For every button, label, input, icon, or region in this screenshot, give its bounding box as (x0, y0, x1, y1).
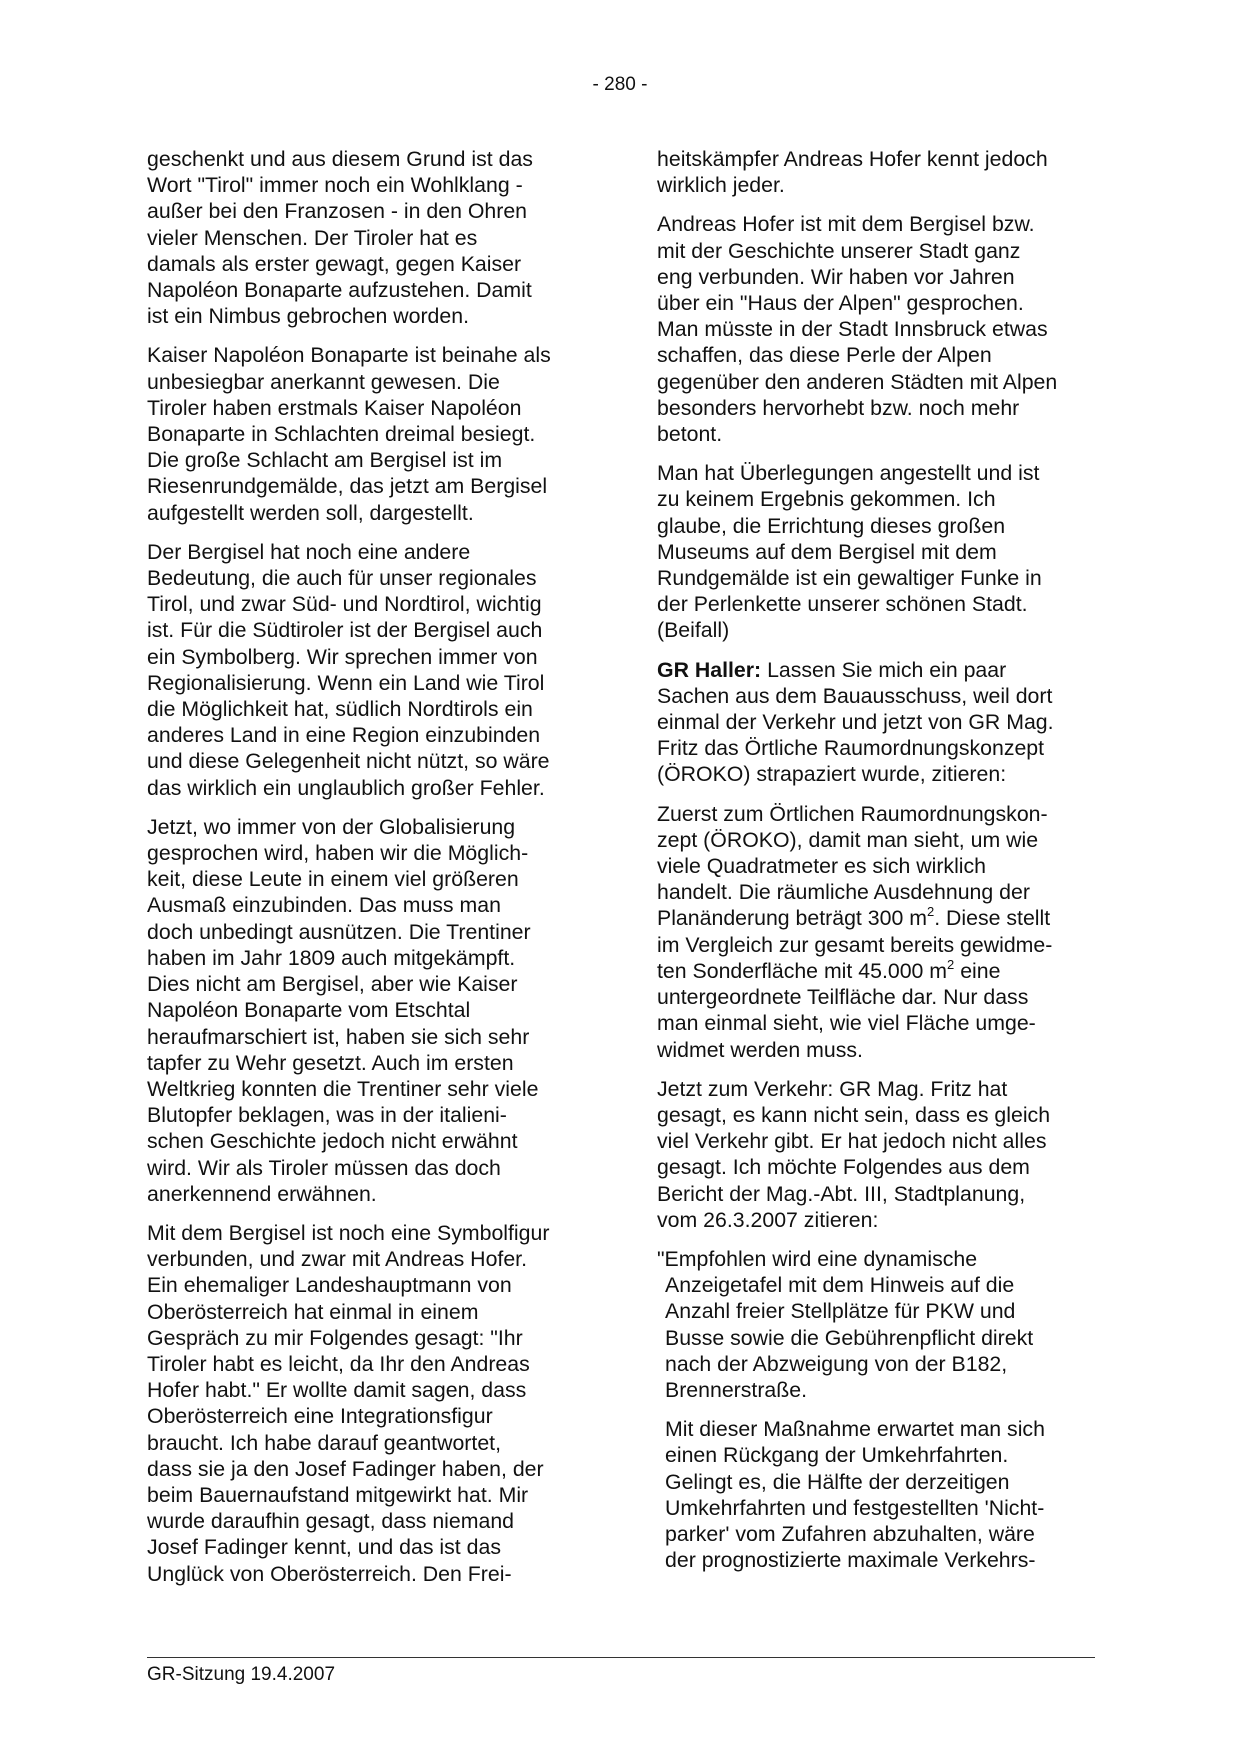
right-column (657, 146, 1105, 1586)
text-line: Blutopfer beklagen, was in der italieni- (147, 1103, 507, 1128)
text-line: schen Geschichte jedoch nicht erwähnt (147, 1129, 518, 1154)
text-line: beim Bauernaufstand mitgewirkt hat. Mir (147, 1482, 529, 1507)
text-line: schaffen, das diese Perle der Alpen (657, 343, 992, 368)
text-line: Kaiser Napoléon Bonaparte ist beinahe als (147, 343, 551, 368)
text-line: über ein "Haus der Alpen" gesprochen. (657, 291, 1024, 316)
text-line: Sachen aus dem Bauausschuss, weil dort (657, 683, 1053, 708)
footer-session-date: GR-Sitzung 19.4.2007 (147, 1664, 336, 1685)
text-line (657, 958, 1105, 984)
text-line: Napoléon Bonaparte aufzustehen. Damit (147, 278, 532, 303)
text-line: Tiroler habt es leicht, da Ihr den Andreas (147, 1351, 530, 1376)
text-line: Busse sowie die Gebührenpflicht direkt (665, 1325, 1034, 1350)
text-line: dass sie ja den Josef Fadinger haben, der (147, 1456, 544, 1481)
text-line: vieler Menschen. Der Tiroler hat es (147, 225, 478, 250)
text-line: einmal der Verkehr und jetzt von GR Mag. (657, 710, 1054, 735)
text-line: wird. Wir als Tiroler müssen das doch (147, 1155, 501, 1180)
text-line: Man müsste in der Stadt Innsbruck etwas (657, 317, 1048, 342)
text-line: untergeordnete Teilfläche dar. Nur dass (657, 985, 1029, 1010)
text-line (657, 657, 1105, 683)
text-line: zu keinem Ergebnis gekommen. Ich (657, 487, 996, 512)
text-line: geschenkt und aus diesem Grund ist das (147, 147, 533, 171)
text-line: glaube, die Errichtung dieses großen (657, 513, 1006, 538)
text-line: Jetzt zum Verkehr: GR Mag. Fritz hat (657, 1076, 1008, 1101)
text-line: anerkennend erwähnen. (147, 1181, 377, 1206)
text-line: gegenüber den anderen Städten mit Alpen (657, 369, 1058, 394)
paragraph (657, 657, 1105, 788)
superscript: 2 (947, 956, 955, 972)
text-line: außer bei den Franzosen - in den Ohren (147, 199, 528, 224)
text-line: Museums auf dem Bergisel mit dem (657, 539, 997, 564)
paragraph (147, 814, 587, 1207)
text-line: wirklich jeder. (657, 173, 785, 198)
paragraph (657, 801, 1105, 1063)
text-fragment: ten Sonderfläche mit 45.000 m (657, 958, 948, 983)
text-line: anderes Land in eine Region einzubinden (147, 723, 541, 748)
left-column (147, 146, 587, 1600)
text-fragment: . Diese stellt (934, 906, 1051, 931)
text-line: der prognostizierte maximale Verkehrs- (665, 1548, 1036, 1573)
text-line: tapfer zu Wehr gesetzt. Auch im ersten (147, 1050, 514, 1075)
text-line: doch unbedingt ausnützen. Die Trentiner (147, 919, 531, 944)
text-line: "Empfohlen wird eine dynamische (657, 1246, 978, 1271)
text-line: zept (ÖROKO), damit man sieht, um wie (657, 827, 1039, 852)
text-line: Oberösterreich eine Integrationsfigur (147, 1404, 493, 1429)
text-line: viele Quadratmeter es sich wirklich (657, 854, 987, 879)
text-line: Die große Schlacht am Bergisel ist im (147, 448, 503, 473)
text-line: Tiroler haben erstmals Kaiser Napoléon (147, 395, 522, 420)
quote-paragraph (657, 1246, 1105, 1403)
text-line: heraufmarschiert ist, haben sie sich sehr (147, 1024, 530, 1049)
text-line: gesagt, es kann nicht sein, dass es gleich (657, 1102, 1051, 1127)
text-line: Fritz das Örtliche Raumordnungskonzept (657, 736, 1045, 761)
text-line: gesagt. Ich möchte Folgendes aus dem (657, 1155, 1030, 1180)
paragraph (147, 146, 587, 329)
page-number: - 280 - (592, 74, 648, 95)
text-line: (Beifall) (657, 618, 730, 643)
quote-paragraph (657, 1416, 1105, 1573)
text-line: verbunden, und zwar mit Andreas Hofer. (147, 1247, 528, 1272)
text-line: eng verbunden. Wir haben vor Jahren (657, 264, 1015, 289)
text-line: heitskämpfer Andreas Hofer kennt jedoch (657, 147, 1048, 171)
text-line: das wirklich ein unglaublich großer Fehler. (147, 775, 545, 800)
text-line: der Perlenkette unserer schönen Stadt. (657, 592, 1028, 617)
text-line: die Möglichkeit hat, südlich Nordtirols ein (147, 697, 533, 722)
text-line: Ein ehemaliger Landeshauptmann von (147, 1273, 512, 1298)
text-line: Bericht der Mag.-Abt. III, Stadtplanung, (657, 1181, 1026, 1206)
text-line: nach der Abzweigung von der B182, (665, 1351, 1008, 1376)
text-line: einen Rückgang der Umkehrfahrten. (665, 1443, 1009, 1468)
text-line: im Vergleich zur gesamt bereits gewidme- (657, 932, 1053, 957)
text-line: Hofer habt." Er wollte damit sagen, dass (147, 1378, 527, 1403)
text-line: Brennerstraße. (665, 1377, 808, 1402)
text-line: Anzeigetafel mit dem Hinweis auf die (665, 1273, 1015, 1298)
text-line: wurde daraufhin gesagt, dass niemand (147, 1509, 515, 1534)
text-line: Andreas Hofer ist mit dem Bergisel bzw. (657, 212, 1035, 237)
text-line (657, 905, 1105, 931)
text-line: Jetzt, wo immer von der Globalisierung (147, 814, 516, 839)
text-line: man einmal sieht, wie viel Fläche umge- (657, 1011, 1036, 1036)
text-line: Wort "Tirol" immer noch ein Wohlklang - (147, 173, 523, 198)
text-line: Dies nicht am Bergisel, aber wie Kaiser (147, 972, 518, 997)
text-line: Regionalisierung. Wenn ein Land wie Tirol (147, 670, 545, 695)
paragraph (657, 1076, 1105, 1233)
text-line: Josef Fadinger kennt, und das ist das (147, 1535, 501, 1560)
text-line: Riesenrundgemälde, das jetzt am Bergisel (147, 474, 548, 499)
text-line: parker' vom Zufahren abzuhalten, wäre (665, 1521, 1035, 1546)
text-line: (ÖROKO) strapaziert wurde, zitieren: (657, 762, 1007, 787)
text-line: Der Bergisel hat noch eine andere (147, 539, 471, 564)
text-line: Weltkrieg konnten die Trentiner sehr viele (147, 1076, 539, 1101)
text-line: Bonaparte in Schlachten dreimal besiegt. (147, 422, 536, 447)
text-line: Ausmaß einzubinden. Das muss man (147, 893, 501, 918)
paragraph (657, 460, 1105, 643)
text-line: ein Symbolberg. Wir sprechen immer von (147, 644, 538, 669)
text-line: Oberösterreich hat einmal in einem (147, 1299, 479, 1324)
text-line: mit der Geschichte unserer Stadt ganz (657, 238, 1021, 263)
text-line: Mit dieser Maßnahme erwartet man sich (665, 1417, 1045, 1442)
paragraph (147, 539, 587, 801)
text-line: Anzahl freier Stellplätze für PKW und (665, 1299, 1016, 1324)
text-line: haben im Jahr 1809 auch mitgekämpft. (147, 945, 516, 970)
text-line: Rundgemälde ist ein gewaltiger Funke in (657, 566, 1042, 591)
text-fragment: eine (954, 958, 1001, 983)
speaker-name: GR Haller: (657, 657, 762, 682)
footer-divider (147, 1657, 1095, 1658)
text-line: Tirol, und zwar Süd- und Nordtirol, wichtig (147, 592, 542, 617)
text-line: vom 26.3.2007 zitieren: (657, 1207, 879, 1232)
text-line: Man hat Überlegungen angestellt und ist (657, 461, 1040, 486)
superscript: 2 (926, 904, 935, 920)
paragraph (147, 1220, 587, 1587)
text-line: Gespräch zu mir Folgendes gesagt: "Ihr (147, 1325, 523, 1350)
text-line: Napoléon Bonaparte vom Etschtal (147, 998, 471, 1023)
text-line: Unglück von Oberösterreich. Den Frei- (147, 1561, 512, 1586)
text-line: gesprochen wird, haben wir die Möglich- (147, 841, 529, 866)
text-line: Umkehrfahrten und festgestellten 'Nicht- (665, 1495, 1045, 1520)
text-line: Mit dem Bergisel ist noch eine Symbolfigur (147, 1220, 550, 1245)
paragraph (147, 342, 587, 525)
text-line: aufgestellt werden soll, dargestellt. (147, 500, 474, 525)
text-line: besonders hervorhebt bzw. noch mehr (657, 395, 1020, 420)
text-line: braucht. Ich habe darauf geantwortet, (147, 1430, 501, 1455)
text-line: viel Verkehr gibt. Er hat jedoch nicht alles (657, 1129, 1047, 1154)
text-line: Gelingt es, die Hälfte der derzeitigen (665, 1469, 1010, 1494)
text-line: Zuerst zum Örtlichen Raumordnungskon- (657, 801, 1048, 826)
text-line: und diese Gelegenheit nicht nützt, so wäre (147, 749, 550, 774)
text-line: damals als erster gewagt, gegen Kaiser (147, 251, 522, 276)
text-line: keit, diese Leute in einem viel größeren (147, 867, 519, 892)
paragraph (657, 146, 1105, 198)
text-line: Bedeutung, die auch für unser regionales (147, 566, 537, 591)
text-line: unbesiegbar anerkannt gewesen. Die (147, 369, 500, 394)
paragraph (657, 211, 1105, 447)
text-line: handelt. Die räumliche Ausdehnung der (657, 880, 1030, 905)
text-line: ist ein Nimbus gebrochen worden. (147, 304, 469, 329)
text-line: ist. Für die Südtiroler ist der Bergisel auch (147, 618, 543, 643)
text-fragment: Lassen Sie mich ein paar (761, 657, 1007, 682)
text-fragment: Planänderung beträgt 300 m (657, 906, 927, 931)
text-line: betont. (657, 422, 723, 447)
text-line: widmet werden muss. (657, 1037, 863, 1062)
